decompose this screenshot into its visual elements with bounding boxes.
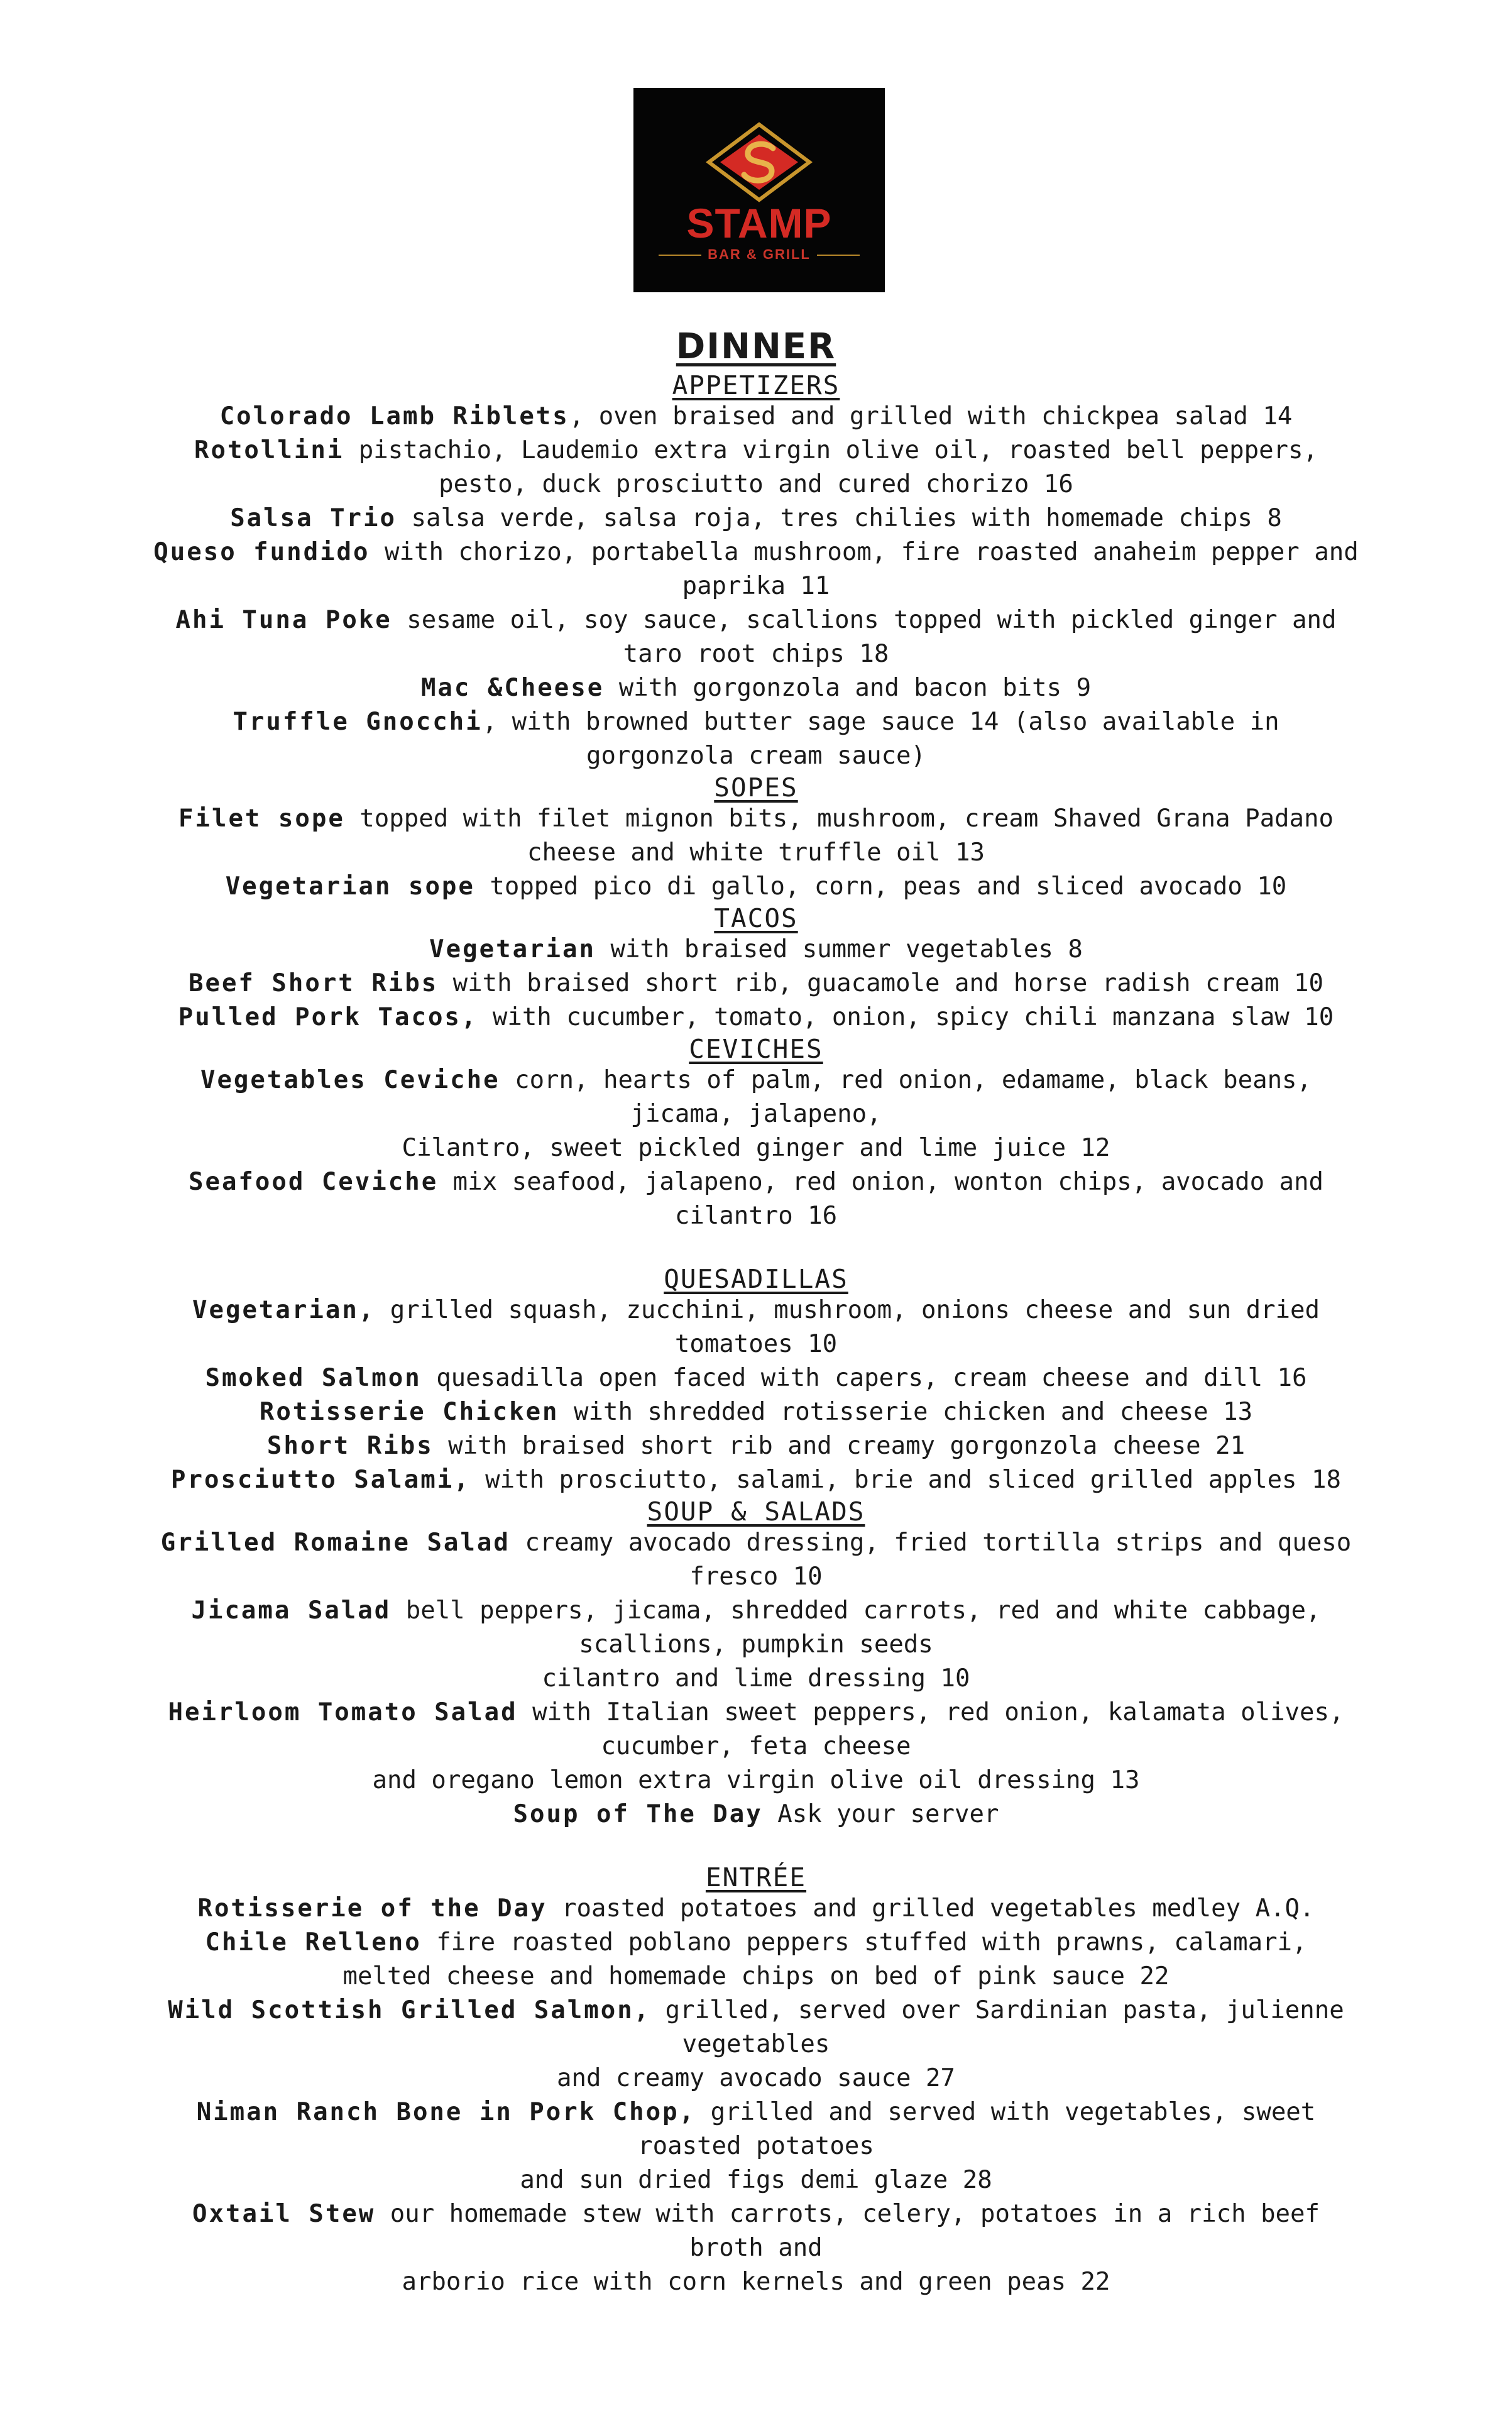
menu-item-description: with braised short rib, guacamole and horse radish cream 10: [438, 969, 1323, 997]
menu-item: [113, 1063, 1399, 1165]
menu-item: [113, 2095, 1399, 2197]
menu-item-description: grilled, served over Sardinian pasta, julienne: [650, 1996, 1344, 2024]
menu-body: [113, 371, 1399, 2299]
menu-item-name: Heirloom Tomato Salad: [168, 1698, 518, 1727]
menu-item: [113, 802, 1399, 870]
menu-item-description-line: broth and: [689, 2234, 823, 2262]
menu-item-description: grilled and served with vegetables, sweet: [696, 2098, 1316, 2126]
menu-item-description: grilled squash, zucchini, mushroom, onions cheese and sun dried: [375, 1296, 1320, 1324]
menu-item: [113, 705, 1399, 773]
menu-item-name: Vegetables Ceviche: [200, 1066, 500, 1094]
menu-item-description-line: Cilantro, sweet pickled ginger and lime juice 12: [402, 1134, 1110, 1162]
menu-item-description-line: pesto, duck prosciutto and cured chorizo 16: [439, 470, 1073, 498]
stamp-logo: [633, 88, 885, 292]
menu-item-description: topped with filet mignon bits, mushroom, cream Shaved Grana Padano: [344, 805, 1334, 833]
menu-item: [113, 535, 1399, 603]
menu-item-description-line: cilantro and lime dressing 10: [542, 1664, 970, 1693]
menu-item-description-line: roasted potatoes: [638, 2132, 874, 2160]
menu-item-description-line: arborio rice with corn kernels and green peas 22: [402, 2268, 1110, 2296]
menu-item-name: Vegetarian,: [192, 1296, 376, 1324]
menu-item-name: Grilled Romaine Salad: [160, 1529, 510, 1557]
menu-item: [113, 603, 1399, 671]
section-heading-appetizers: APPETIZERS: [672, 370, 840, 400]
menu-item: [113, 671, 1399, 705]
menu-item-description-line: gorgonzola cream sauce): [586, 742, 926, 770]
menu-item-description: bell peppers, jicama, shredded carrots, red and white cabbage,: [391, 1596, 1321, 1625]
menu-item-description: Ask your server: [762, 1800, 999, 1828]
menu-item-name: Short Ribs: [266, 1432, 434, 1460]
menu-item-name: Wild Scottish Grilled Salmon,: [168, 1996, 651, 2024]
menu-item: [113, 2197, 1399, 2299]
menu-item-description: topped pico di gallo, corn, peas and sliced avocado 10: [474, 872, 1287, 901]
menu-item-name: Beef Short Ribs: [188, 969, 439, 997]
menu-item-name: Soup of The Day: [513, 1800, 763, 1828]
menu-item: [113, 1293, 1399, 1361]
menu-item-description: , with browned butter sage sauce 14 (also available in: [482, 708, 1279, 736]
menu-item-name: Pulled Pork Tacos,: [178, 1003, 478, 1031]
logo-wordmark: STAMP: [686, 200, 832, 246]
menu-item-description: creamy avocado dressing, fried tortilla strips and queso: [510, 1529, 1352, 1557]
menu-item-description-line: cucumber, feta cheese: [601, 1732, 911, 1760]
menu-item-description-line: fresco 10: [689, 1562, 823, 1591]
menu-item: [113, 1165, 1399, 1233]
menu-item-name: Rotollini: [194, 436, 344, 464]
menu-item: [113, 400, 1399, 434]
menu-item-description-line: vegetables: [682, 2030, 830, 2058]
menu-item-name: Vegetarian: [429, 935, 596, 964]
menu-item-description-line: scallions, pumpkin seeds: [579, 1630, 933, 1659]
section-heading-ceviches: CEVICHES: [689, 1034, 823, 1064]
menu-item-name: Truffle Gnocchi: [233, 708, 483, 736]
menu-item: [113, 1361, 1399, 1395]
menu-item-description: our homemade stew with carrots, celery, potatoes in a rich beef: [375, 2200, 1320, 2228]
menu-item-name: Rotisserie of the Day: [197, 1894, 547, 1923]
menu-item: [113, 1429, 1399, 1463]
menu-item-name: Niman Ranch Bone in Pork Chop,: [196, 2098, 696, 2126]
menu-item-description: mix seafood, jalapeno, red onion, wonton chips, avocado and: [438, 1168, 1323, 1196]
menu-item-description: with gorgonzola and bacon bits 9: [604, 674, 1092, 702]
menu-item: [113, 1001, 1399, 1035]
menu-item-description: with Italian sweet peppers, red onion, kalamata olives,: [517, 1698, 1344, 1727]
menu-item: [113, 967, 1399, 1001]
menu-item-description-line: jicama, jalapeno,: [630, 1100, 882, 1128]
menu-item-description: corn, hearts of palm, red onion, edamame, black beans,: [500, 1066, 1312, 1094]
menu-item: [113, 1526, 1399, 1594]
menu-item-name: Vegetarian sope: [225, 872, 475, 901]
menu-item: [113, 502, 1399, 535]
menu-item-name: Chile Relleno: [205, 1928, 422, 1957]
menu-item-description: pistachio, Laudemio extra virgin olive oil, roasted bell peppers,: [344, 436, 1318, 464]
logo-rule-right: [817, 255, 860, 256]
menu-item-name: Salsa Trio: [230, 504, 397, 532]
menu-item-description-line: taro root chips 18: [623, 640, 889, 668]
menu-item: [113, 434, 1399, 502]
menu-item: [113, 1696, 1399, 1798]
menu-item-description: with braised summer vegetables 8: [595, 935, 1083, 964]
menu-item: [113, 1395, 1399, 1429]
section-heading-soup-salads: SOUP & SALADS: [647, 1497, 865, 1527]
menu-item-description: roasted potatoes and grilled vegetables medley A.Q.: [547, 1894, 1315, 1923]
menu-item-description: , oven braised and grilled with chickpea salad 14: [569, 402, 1293, 431]
menu-item-name: Oxtail Stew: [192, 2200, 376, 2228]
menu-item-description-line: cheese and white truffle oil 13: [527, 838, 985, 867]
menu-item: [113, 933, 1399, 967]
menu-item-description-line: and creamy avocado sauce 27: [557, 2064, 955, 2092]
menu-item-description: sesame oil, soy sauce, scallions topped with pickled ginger and: [392, 606, 1337, 634]
menu-item-name: Seafood Ceviche: [188, 1168, 439, 1196]
menu-item: [113, 1798, 1399, 1832]
menu-item: [113, 1463, 1399, 1497]
menu-item-name: Prosciutto Salami,: [171, 1466, 471, 1494]
menu-item-name: Colorado Lamb Riblets: [219, 402, 569, 431]
menu-item-name: Jicama Salad: [191, 1596, 392, 1625]
menu-item-description: with prosciutto, salami, brie and sliced grilled apples 18: [470, 1466, 1341, 1494]
menu-item-name: Mac &Cheese: [420, 674, 605, 702]
menu-item-name: Smoked Salmon: [205, 1364, 422, 1392]
menu-item-description-line: melted cheese and homemade chips on bed of pink sauce 22: [342, 1962, 1170, 1991]
menu-item-description: with chorizo, portabella mushroom, fire roasted anaheim pepper and: [370, 538, 1359, 566]
menu-item-description-line: cilantro 16: [674, 1202, 838, 1230]
menu-item-description-line: paprika 11: [682, 572, 830, 600]
menu-item-description-line: tomatoes 10: [674, 1330, 838, 1358]
menu-item: [113, 1994, 1399, 2095]
menu-item-description: with braised short rib and creamy gorgonzola cheese 21: [433, 1432, 1246, 1460]
menu-item-description: with cucumber, tomato, onion, spicy chili manzana slaw 10: [478, 1003, 1334, 1031]
menu-item-name: Rotisserie Chicken: [259, 1398, 559, 1426]
logo-subtitle: BAR & GRILL: [708, 246, 811, 262]
menu-item-name: Filet sope: [178, 805, 345, 833]
section-heading-entr-e: ENTRÉE: [705, 1862, 807, 1892]
menu-item: [113, 870, 1399, 904]
menu-item-description: quesadilla open faced with capers, cream cheese and dill 16: [421, 1364, 1307, 1392]
menu-item: [113, 1892, 1399, 1926]
section-heading-tacos: TACOS: [714, 903, 798, 933]
menu-item-description-line: and sun dried figs demi glaze 28: [520, 2166, 992, 2194]
menu-item-description: fire roasted poblano peppers stuffed with prawns, calamari,: [421, 1928, 1307, 1957]
menu-item: [113, 1926, 1399, 1994]
menu-item: [113, 1594, 1399, 1696]
section-heading-quesadillas: QUESADILLAS: [664, 1264, 848, 1294]
page-title: DINNER: [676, 326, 836, 367]
menu-item-description-line: and oregano lemon extra virgin olive oil dressing 13: [372, 1766, 1140, 1794]
menu-item-description: salsa verde, salsa roja, tres chilies with homemade chips 8: [397, 504, 1282, 532]
menu-item-name: Queso fundido: [153, 538, 370, 566]
menu-item-name: Ahi Tuna Poke: [175, 606, 392, 634]
menu-item-description: with shredded rotisserie chicken and cheese 13: [559, 1398, 1253, 1426]
section-heading-sopes: SOPES: [714, 772, 798, 803]
